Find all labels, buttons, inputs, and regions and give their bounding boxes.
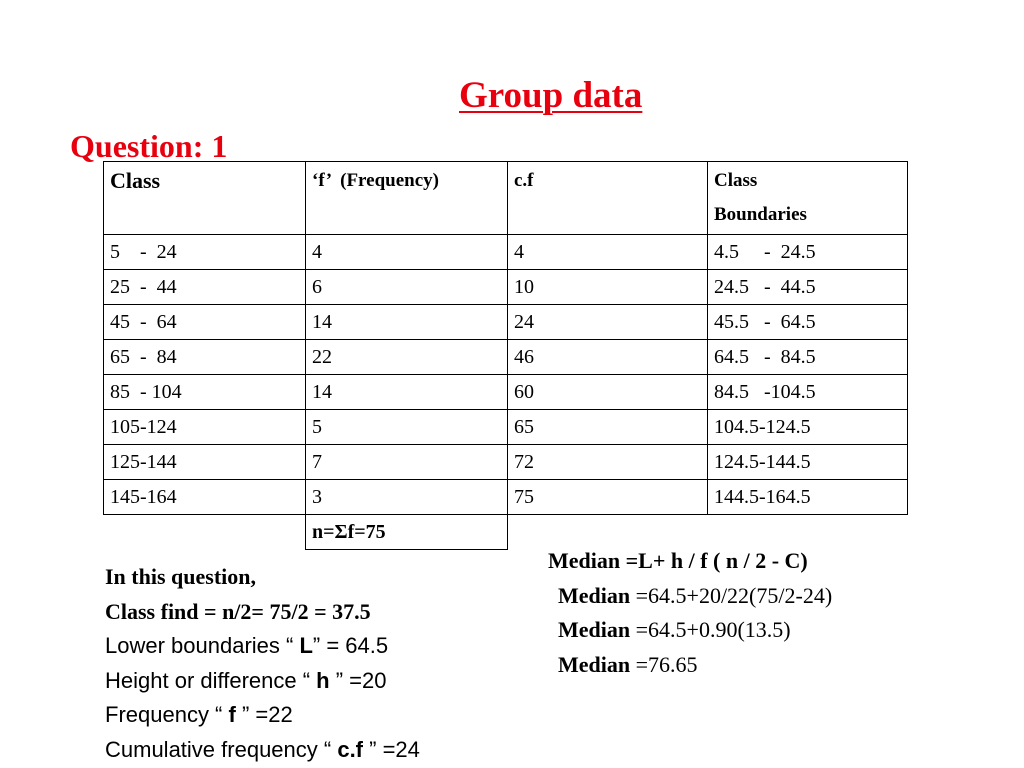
median-step-3 <box>548 648 893 683</box>
cell-frequency: 5 <box>306 410 508 445</box>
symbol-h: h <box>316 667 330 693</box>
cell-cf: 65 <box>508 410 708 445</box>
cell-boundaries: 45.5 - 64.5 <box>708 305 908 340</box>
cell-boundaries: 4.5 - 24.5 <box>708 235 908 270</box>
cell-class: 65 - 84 <box>104 340 306 375</box>
header-class-boundaries: Class Boundaries <box>708 162 908 235</box>
symbol-L: L <box>299 633 313 658</box>
table-row <box>104 375 908 410</box>
symbol-f: f <box>228 702 236 727</box>
median-label: Median <box>558 582 631 608</box>
table-row <box>104 340 908 375</box>
cell-class: 85 - 104 <box>104 375 306 410</box>
lower-boundary-line <box>105 629 420 664</box>
question-heading: Question: 1 <box>70 128 228 164</box>
symbol-cf: c.f <box>337 736 364 762</box>
median-step-1-value: =64.5+20/22(75/2-24) <box>630 582 833 608</box>
cell-cf: 24 <box>508 305 708 340</box>
frequency-total: n=Σf=75 <box>306 515 508 550</box>
frequency-line <box>105 698 420 733</box>
cell-cf: 46 <box>508 340 708 375</box>
cell-frequency: 14 <box>306 305 508 340</box>
median-step-1 <box>548 579 893 614</box>
cell-cf: 75 <box>508 480 708 515</box>
header-cf: c.f <box>508 162 708 235</box>
median-formula: Median =L+ h / f ( n / 2 - C) <box>548 548 808 573</box>
page-title: Group data <box>459 75 643 116</box>
cell-boundaries: 84.5 -104.5 <box>708 375 908 410</box>
median-calculation <box>548 544 893 682</box>
lower-boundary-value: ” = 64.5 <box>312 633 389 658</box>
cell-cf: 10 <box>508 270 708 305</box>
height-label: Height or difference “ <box>105 667 317 693</box>
frequency-value: ” =22 <box>235 702 293 727</box>
median-label: Median <box>558 651 631 677</box>
cell-frequency: 14 <box>306 375 508 410</box>
lower-boundary-label: Lower boundaries “ <box>105 633 300 658</box>
class-find-line: Class find = n/2= 75/2 = 37.5 <box>105 598 371 624</box>
cell-frequency: 6 <box>306 270 508 305</box>
cell-class: 145-164 <box>104 480 306 515</box>
grouped-data-table <box>103 161 908 550</box>
median-step-2-value: =64.5+0.90(13.5) <box>630 617 791 642</box>
table-row <box>104 480 908 515</box>
cell-boundaries: 144.5-164.5 <box>708 480 908 515</box>
cell-class: 25 - 44 <box>104 270 306 305</box>
table-row <box>104 235 908 270</box>
median-step-2 <box>548 613 893 648</box>
empty-cell <box>104 515 306 550</box>
cell-frequency: 7 <box>306 445 508 480</box>
median-step-3-value: =76.65 <box>630 651 698 677</box>
explanation-block <box>105 560 420 767</box>
median-label: Median <box>558 617 631 642</box>
cell-class: 125-144 <box>104 445 306 480</box>
cell-boundaries: 104.5-124.5 <box>708 410 908 445</box>
cumulative-frequency-label: Cumulative frequency “ <box>105 736 338 762</box>
table-row <box>104 270 908 305</box>
cell-class: 105-124 <box>104 410 306 445</box>
cell-frequency: 22 <box>306 340 508 375</box>
cumulative-frequency-value: ” =24 <box>363 736 420 762</box>
cumulative-frequency-line <box>105 733 420 768</box>
table-row <box>104 305 908 340</box>
cell-frequency: 3 <box>306 480 508 515</box>
explanation-intro: In this question, <box>105 564 257 589</box>
cell-class: 5 - 24 <box>104 235 306 270</box>
cell-boundaries: 24.5 - 44.5 <box>708 270 908 305</box>
table-header-row <box>104 162 908 235</box>
cell-boundaries: 64.5 - 84.5 <box>708 340 908 375</box>
cell-boundaries: 124.5-144.5 <box>708 445 908 480</box>
table-row <box>104 410 908 445</box>
height-value: ” =20 <box>329 667 387 693</box>
cell-cf: 60 <box>508 375 708 410</box>
height-line <box>105 664 420 699</box>
cell-cf: 72 <box>508 445 708 480</box>
cell-class: 45 - 64 <box>104 305 306 340</box>
frequency-label: Frequency “ <box>105 702 229 727</box>
cell-cf: 4 <box>508 235 708 270</box>
header-class: Class <box>104 162 306 235</box>
header-frequency: ‘f’ (Frequency) <box>306 162 508 235</box>
table-row <box>104 445 908 480</box>
cell-frequency: 4 <box>306 235 508 270</box>
